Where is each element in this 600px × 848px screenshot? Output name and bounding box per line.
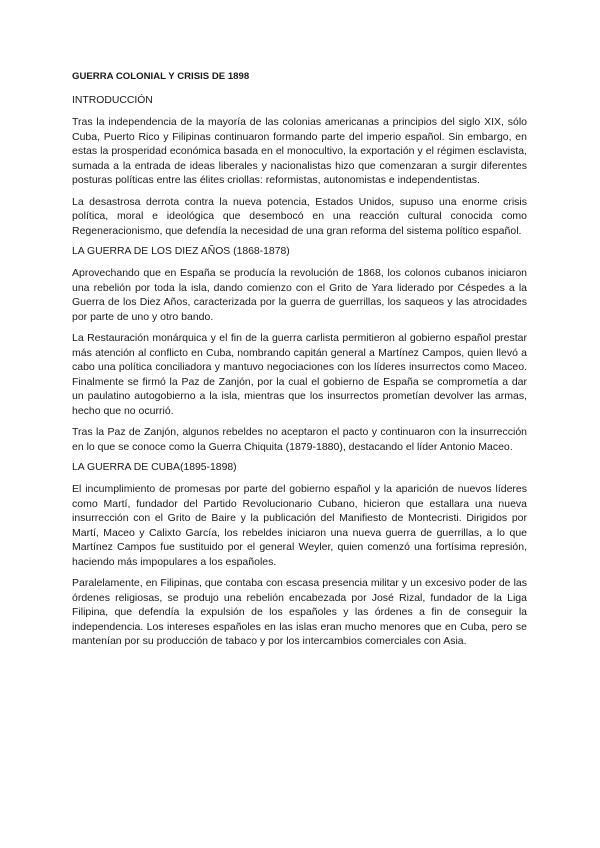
section-heading-years: (1868-1878) (233, 246, 290, 257)
paragraph: Tras la Paz de Zanjón, algunos rebeldes no aceptaron el pacto y continuaron con la insurrección en lo que se conoce como la Guerra Chiquita (1879-1880), destacando el líder Antonio Maceo. (72, 426, 527, 453)
page-title: GUERRA COLONIAL Y CRISIS DE 1898 (72, 71, 250, 82)
section-heading-text: LA GUERRA DE LOS DIEZ AÑOS (72, 246, 231, 257)
section-heading-text: INTRODUCCIÓN (72, 95, 153, 106)
section-heading-years: (1895-1898) (179, 462, 237, 473)
paragraph: Tras la independencia de la mayoría de las colonias americanas a principios del siglo XIX, sólo Cuba, Puerto Rico y Filipinas continuaron formando parte del imperio español. Sin embargo, en estas la prosperidad económica basada en el monocultivo, la exportación y el régimen esclavista, sumada a la entrada de ideas liberales y nacionalistas hizo que comenzaran a surgir diferentes posturas políticas entre las élites criollas: reformistas, autonomistas e independentistas. (72, 116, 527, 186)
section-heading (72, 245, 527, 259)
section-guerra-diez-anos (72, 245, 527, 454)
paragraph: Paralelamente, en Filipinas, que contaba con escasa presencia militar y un excesivo poder de las órdenes religiosas, se produjo una rebelión encabezada por José Rizal, fundador de la Liga Filipina, que defendía la expulsión de los españoles y las órdenes a fin de conseguir la independencia. Los intereses españoles en las islas eran mucho menores que en Cuba, pero se mantenían por su producción de tabaco y por los intercambios comerciales con Asia. (72, 577, 527, 647)
section-introduccion (72, 94, 527, 238)
paragraph: El incumplimiento de promesas por parte del gobierno español y la aparición de nuevos líderes como Martí, fundador del Partido Revolucionario Cubano, hicieron que estallara una nueva insurrección con el Grito de Baire y la publicación del Manifiesto de Montecristi. Dirigidos por Martí, Maceo y Calixto García, los rebeldes iniciaron una nueva guerra de guerrillas, a lo que Martínez Campos fue sustituido por el general Weyler, quien comenzó una fortísima represión, haciendo más impopulares a los españoles. (72, 483, 527, 568)
section-heading (72, 94, 527, 108)
section-heading (72, 461, 527, 475)
section-heading-text: LA GUERRA DE CUBA (72, 462, 180, 473)
paragraph: Aprovechando que en España se producía la revolución de 1868, los colonos cubanos iniciaron una rebelión por toda la isla, dando comienzo con el Grito de Yara liderado por Céspedes a la Guerra de los Diez Años, caracterizada por la guerra de guerrillas, los saqueos y las atrocidades por parte de uno y otro bando. (72, 267, 527, 323)
paragraph: La desastrosa derrota contra la nueva potencia, Estados Unidos, supuso una enorme crisis política, moral e ideológica que desembocó en una reacción cultural conocida como Regeneracionismo, que defendía la necesidad de una gran reforma del sistema político español. (72, 195, 527, 237)
section-guerra-cuba (72, 461, 527, 649)
document-page (72, 70, 527, 656)
paragraph: La Restauración monárquica y el fin de la guerra carlista permitieron al gobierno español prestar más atención al conflicto en Cuba, nombrando capitán general a Martínez Campos, quien llevó a cabo una política conciliadora y mantuvo negociaciones con los líderes insurrectos como Maceo. Finalmente se firmó la Paz de Zanjón, por la cual el gobierno de España se comprometía a dar un paulatino autogobierno a la isla, mientras que los insurrectos prometían devolver las armas, hecho que no ocurrió. (72, 332, 527, 417)
